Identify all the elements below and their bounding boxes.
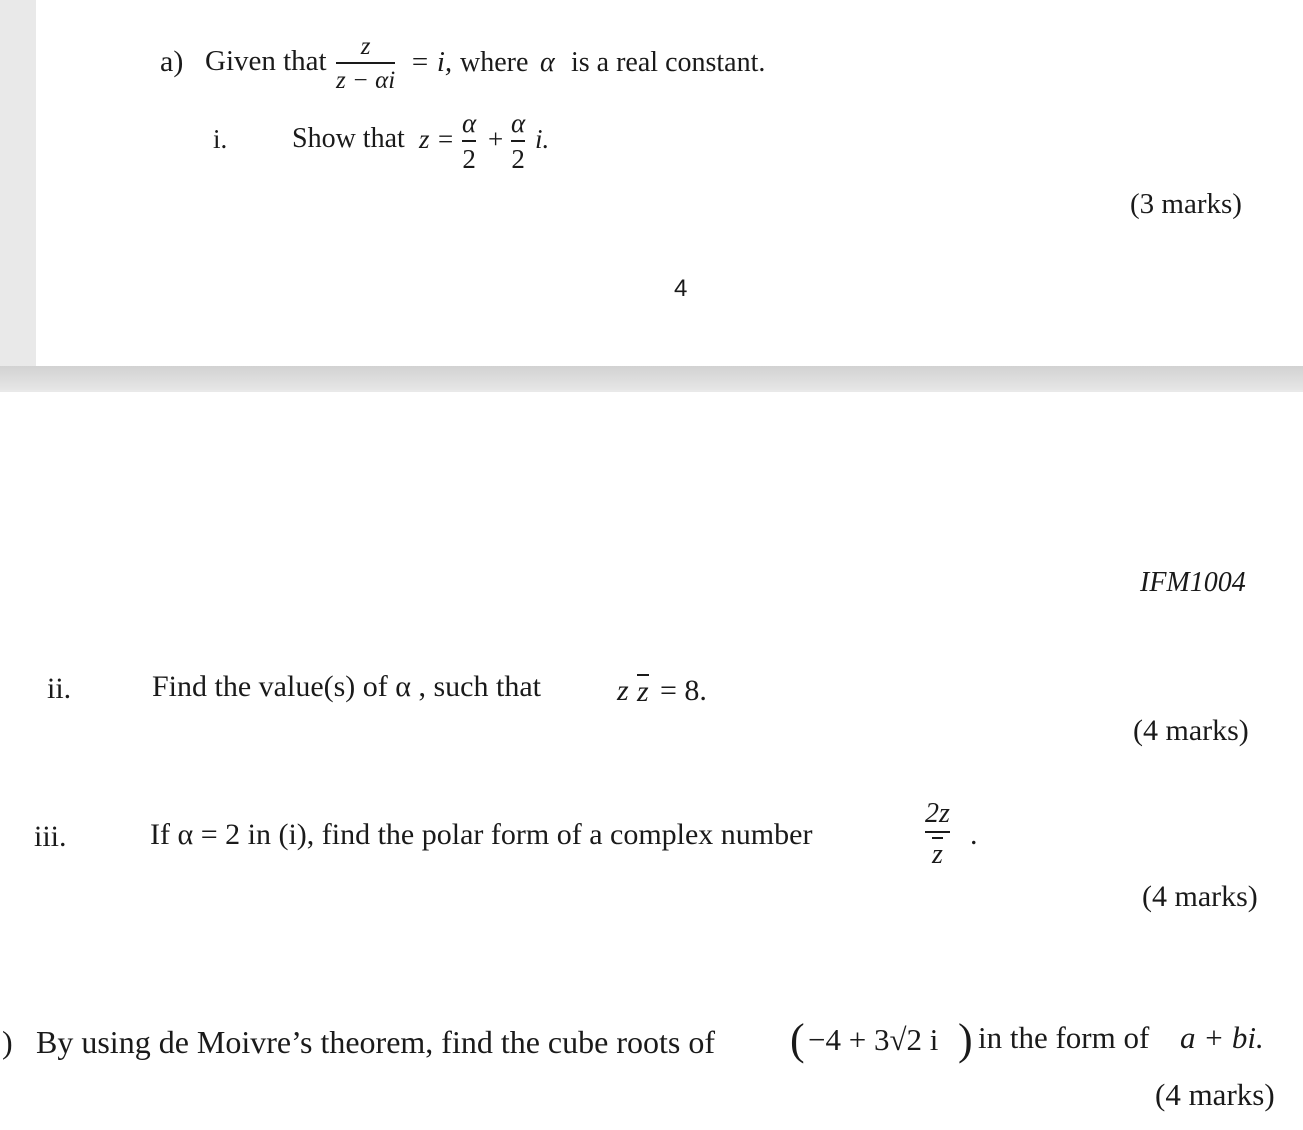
sub-iii-label: iii. [34,820,67,853]
part-a-fraction-numerator: z [360,33,371,60]
marks-sub-iii: (4 marks) [1142,880,1258,913]
course-code: IFM1004 [1140,567,1246,598]
sub-i-fraction-2-numerator: α [511,108,526,138]
left-paren: ( [790,1015,805,1064]
part-a-suffix: is a real constant. [571,47,766,78]
sub-i-tail: i. [535,124,550,154]
sub-i-text: Show that [292,123,405,154]
marks-sub-ii: (4 marks) [1133,714,1249,747]
part-b-expression: −4 + 3√2 i [808,1022,939,1057]
part-a-equals: = i, [410,46,453,78]
sub-ii-expr-zbar: z [637,675,649,708]
sub-i-plus: + [488,124,504,154]
sub-iii-tail: . [970,818,978,851]
part-b-text-2: in the form of [978,1020,1150,1055]
sub-iii-fraction-denominator: z [932,839,943,870]
part-b-expression-2: a + bi. [1180,1020,1264,1055]
page-number: 4 [674,275,688,302]
part-a-fraction-denominator: z − αi [336,67,396,94]
sub-i-fraction-1-denominator: 2 [462,144,476,174]
sub-i-fraction-2 [511,110,525,173]
part-a-alpha: α [540,47,555,78]
sub-iii-fraction [925,800,950,869]
page-separator [0,366,1303,390]
sub-ii-text: Find the value(s) of α , such that [152,670,541,703]
sub-i-fraction-2-denominator: 2 [511,144,525,174]
part-a-label: a) [160,45,184,78]
part-a-fraction [336,34,395,93]
sub-ii-label: ii. [47,672,72,705]
part-b-text: By using de Moivre’s theorem, find the cube roots of [36,1024,715,1060]
part-b-label: ) [2,1024,13,1060]
sub-iii-text: If α = 2 in (i), find the polar form of a complex number [150,818,813,851]
part-a-prefix: Given that [205,45,327,77]
sub-ii-expr-z: z [617,674,629,707]
right-paren: ) [958,1015,973,1064]
sub-i-z-equals: z = [419,124,455,154]
fraction-bar [925,831,950,833]
part-a-where: where [460,47,529,78]
sub-ii-expr-tail: = 8. [660,674,707,707]
marks-part-b: (4 marks) [1155,1077,1275,1112]
sub-i-label: i. [213,124,228,154]
sub-i-fraction-1 [462,110,476,173]
sub-i-fraction-1-numerator: α [462,108,477,138]
marks-sub-i: (3 marks) [1130,188,1242,220]
sub-iii-fraction-numerator: 2z [925,798,950,829]
